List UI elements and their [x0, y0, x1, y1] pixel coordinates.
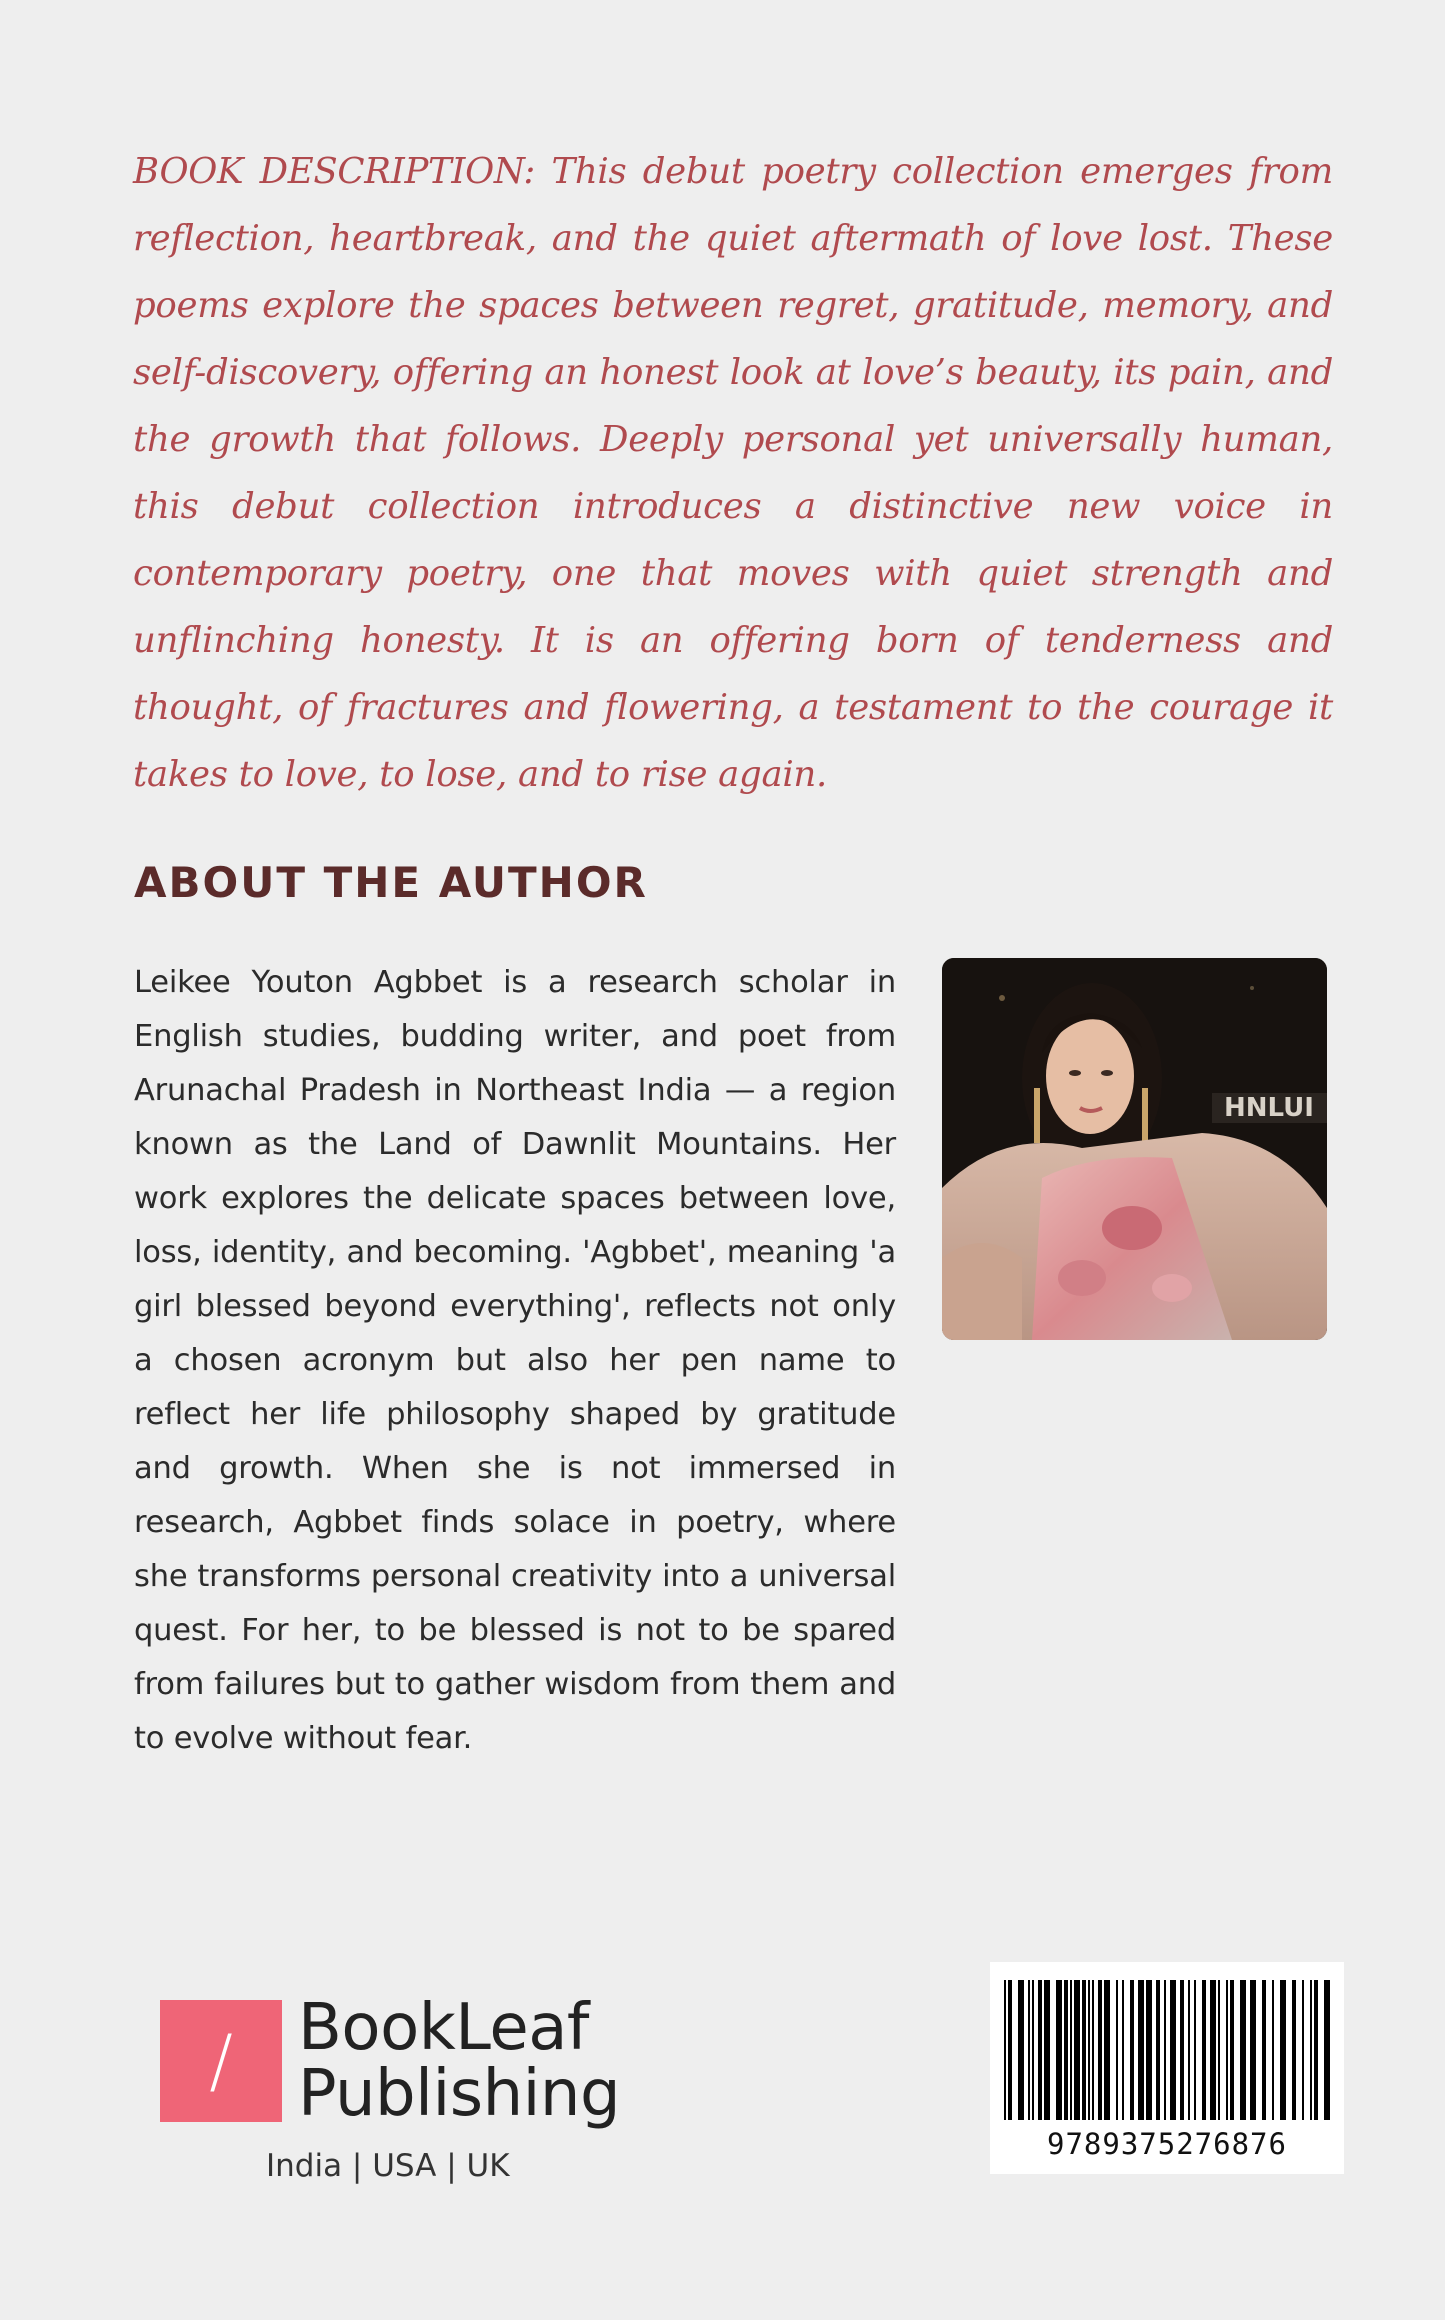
barcode-bar: [1146, 1980, 1152, 2120]
about-author-heading: ABOUT THE AUTHOR: [134, 858, 648, 907]
barcode-bar: [1314, 1980, 1318, 2120]
barcode-bar: [1004, 1980, 1006, 2120]
logo-slash-glyph: /: [209, 2020, 233, 2102]
isbn-barcode: [990, 1962, 1344, 2174]
bookleaf-logo-icon: [160, 2000, 282, 2122]
barcode-bar: [1280, 1980, 1286, 2120]
barcode-bar: [1250, 1980, 1256, 2120]
author-photo: [942, 958, 1327, 1340]
publisher-name-line1: BookLeaf: [298, 1991, 589, 2065]
book-description: BOOK DESCRIPTION: This debut poetry collection emerges from reflection, heartbreak, and the quiet aftermath of love lost. These poems explore the spaces between regret, gratitude, memory, and self-discovery, offering an honest look at love’s beauty, its pain, and the growth that follows. Deeply personal yet universally human, this debut collection introduces a distinctive new voice in contemporary poetry, one that moves with quiet strength and unflinching honesty. It is an offering born of tenderness and thought, of fractures and flowering, a testament to the courage it takes to love, to lose, and to rise again.: [133, 151, 1333, 795]
barcode-bar: [1116, 1980, 1118, 2120]
author-bio: Leikee Youton Agbbet is a research scholar in English studies, budding writer, and poet from Arunachal Pradesh in Northeast India — a region known as the Land of Dawnlit Mountains. Her work explores the delicate spaces between love, loss, identity, and becoming. 'Agbbet', meaning 'a girl blessed beyond everything', reflects not only a chosen acronym but also her pen name to reflect her life philosophy shaped by gratitude and growth. When she is not immersed in research, Agbbet finds solace in poetry, where she transforms personal creativity into a universal quest. For her, to be blessed is not to be spared from failures but to gather wisdom from them and to evolve without fear.: [134, 965, 896, 1756]
barcode-bar: [1194, 1980, 1196, 2120]
barcode-bar: [1226, 1980, 1228, 2120]
barcode-bar: [1122, 1980, 1124, 2120]
barcode-bar: [1218, 1980, 1220, 2120]
isbn-number: 9789375276876: [1047, 2127, 1287, 2161]
barcode-bar: [1156, 1980, 1160, 2120]
barcode-bar: [1064, 1980, 1068, 2120]
barcode-bar: [1074, 1980, 1080, 2120]
barcode-bar: [1018, 1980, 1024, 2120]
barcode-bars-icon: [990, 1962, 1344, 2127]
publisher-name-line2: Publishing: [298, 2057, 621, 2131]
barcode-bar: [1130, 1980, 1134, 2120]
barcode-bar: [1088, 1980, 1090, 2120]
barcode-bar: [1262, 1980, 1266, 2120]
barcode-bar: [1324, 1980, 1330, 2120]
publisher-regions: India | USA | UK: [266, 2148, 510, 2184]
barcode-bar: [1032, 1980, 1034, 2120]
barcode-bar: [1044, 1980, 1050, 2120]
barcode-bar: [1210, 1980, 1216, 2120]
barcode-bar: [1038, 1980, 1042, 2120]
barcode-bar: [1230, 1980, 1234, 2120]
barcode-bar: [1056, 1980, 1062, 2120]
barcode-bar: [1138, 1980, 1144, 2120]
barcode-bar: [1028, 1980, 1030, 2120]
barcode-bar: [1164, 1980, 1166, 2120]
barcode-bar: [1202, 1980, 1206, 2120]
barcode-bar: [1240, 1980, 1246, 2120]
barcode-bar: [1098, 1980, 1102, 2120]
barcode-bar: [1104, 1980, 1110, 2120]
barcode-bar: [1082, 1980, 1086, 2120]
svg-text:HNLUI: HNLUI: [1224, 1093, 1314, 1123]
barcode-bar: [1272, 1980, 1274, 2120]
barcode-bar: [1180, 1980, 1184, 2120]
barcode-bar: [1170, 1980, 1176, 2120]
barcode-bar: [1292, 1980, 1296, 2120]
barcode-bar: [1302, 1980, 1304, 2120]
barcode-bar: [1092, 1980, 1094, 2120]
barcode-bar: [1310, 1980, 1312, 2120]
barcode-bar: [1188, 1980, 1190, 2120]
barcode-bar: [1070, 1980, 1072, 2120]
barcode-bar: [1008, 1980, 1012, 2120]
